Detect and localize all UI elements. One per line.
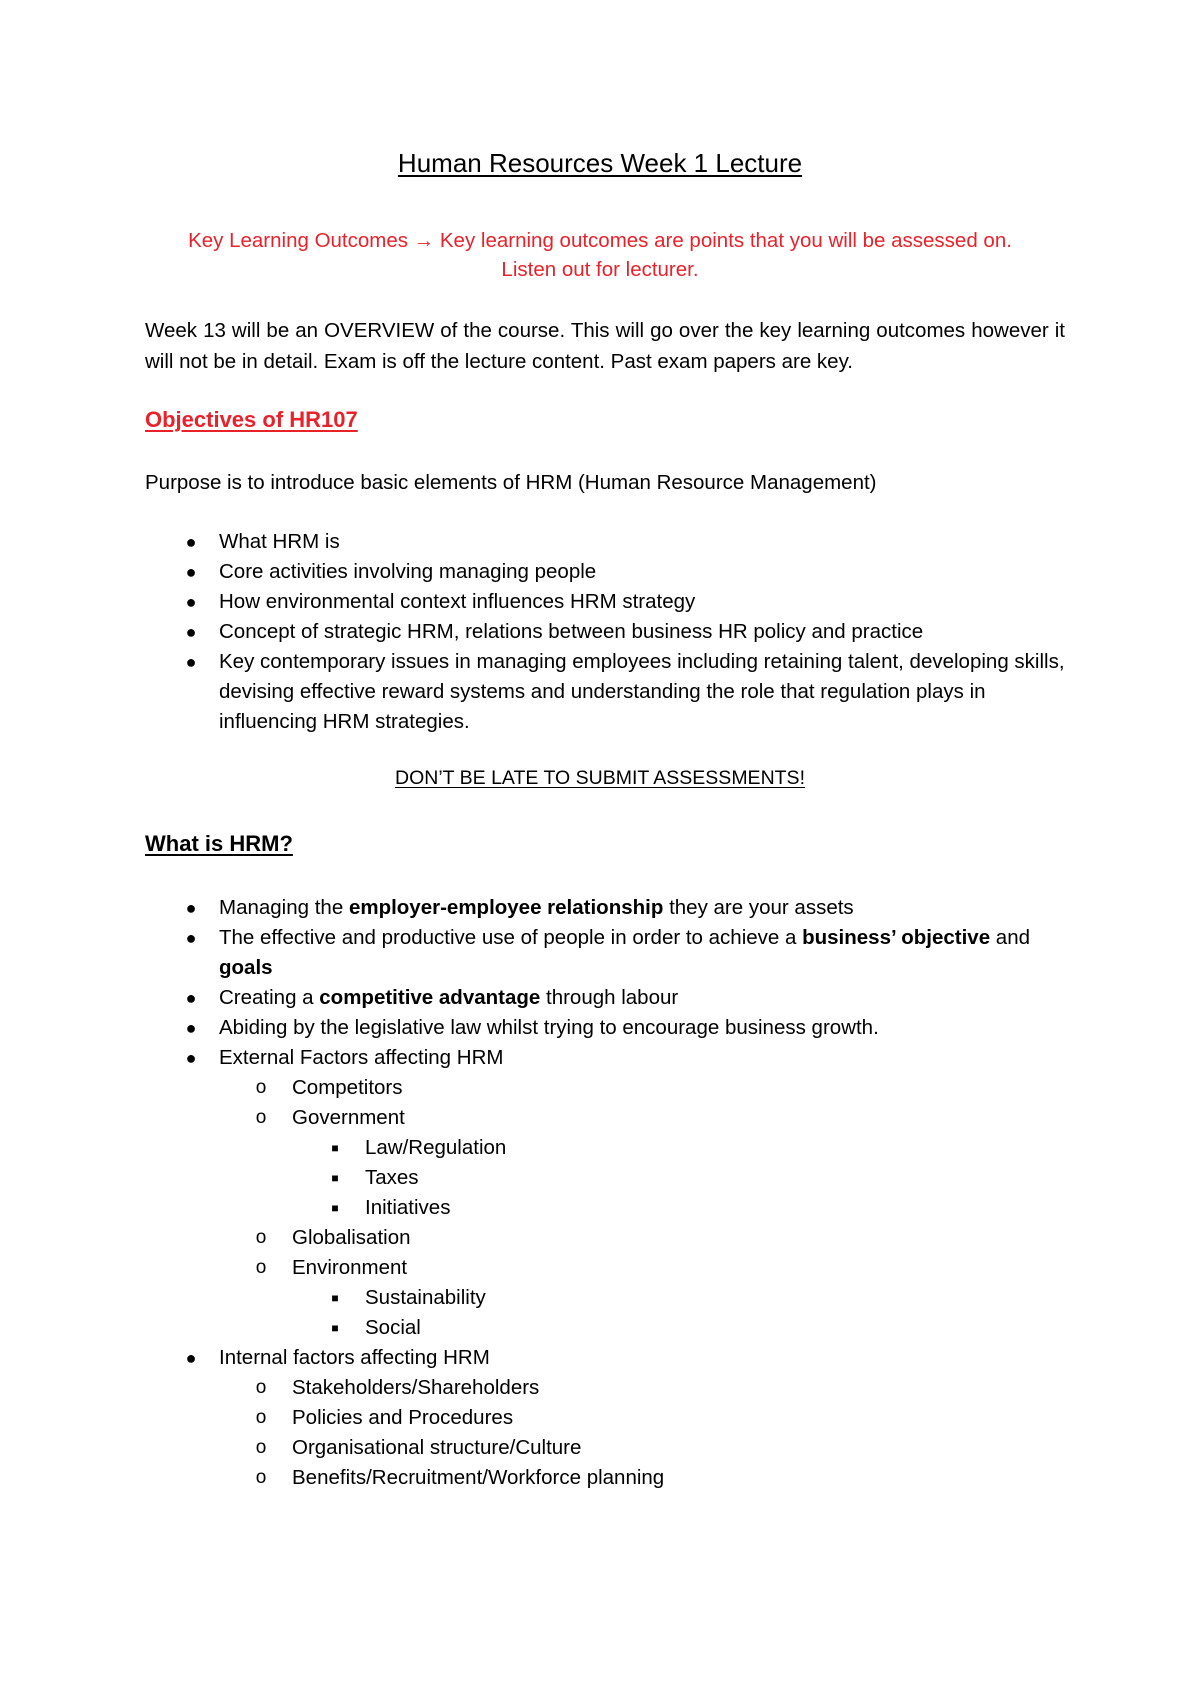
circle-bullet-icon: o [255,1407,267,1428]
bullet-icon: ● [185,592,197,612]
arrow-right-icon: → [413,229,435,252]
sub-list-item: o Benefits/Recruitment/Workforce planning [145,1463,1075,1493]
circle-bullet-icon: o [255,1107,267,1128]
list-item-external-factors: ● External Factors affecting HRM [145,1043,1075,1073]
bullet-icon: ● [185,898,197,918]
sub-list-item: o Globalisation [145,1223,1075,1253]
sub-list-item: o Organisational structure/Culture [145,1433,1075,1463]
purpose-paragraph: Purpose is to introduce basic elements of HRM (Human Resource Management) [145,471,877,494]
klo-label: Key Learning Outcomes [188,229,414,252]
circle-bullet-icon: o [255,1437,267,1458]
list-item-internal-factors: ● Internal factors affecting HRM [145,1343,1075,1373]
circle-bullet-icon: o [255,1467,267,1488]
bullet-icon: ● [185,1348,197,1368]
sub-sub-list-item: ■ Taxes [145,1163,1075,1193]
klo-listen-note: Listen out for lecturer. [501,258,699,281]
list-item: ● How environmental context influences HRM strategy [145,587,1075,617]
square-bullet-icon: ■ [331,1291,339,1305]
sub-sub-list-item: ■ Sustainability [145,1283,1075,1313]
late-submission-notice: DON’T BE LATE TO SUBMIT ASSESSMENTS! [395,767,805,789]
list-item: ● What HRM is [145,527,1075,557]
bullet-icon: ● [185,562,197,582]
list-item: ● Core activities involving managing people [145,557,1075,587]
key-learning-outcomes-note [130,226,1070,284]
circle-bullet-icon: o [255,1227,267,1248]
page-title: Human Resources Week 1 Lecture [397,148,803,178]
circle-bullet-icon: o [255,1077,267,1098]
list-item: ● Creating a competitive advantage through labour [145,983,1075,1013]
bullet-icon: ● [185,622,197,642]
sub-list-item: o Competitors [145,1073,1075,1103]
bullet-icon: ● [185,928,197,948]
what-is-hrm-list [145,893,1075,1493]
sub-list-item: o Policies and Procedures [145,1403,1075,1433]
sub-sub-list-item: ■ Law/Regulation [145,1133,1075,1163]
list-item: ● Key contemporary issues in managing employees including retaining talent, developing skills, devising effective reward systems and understanding the role that regulation plays in influencing HRM strategies. [145,647,1075,737]
what-is-hrm-heading: What is HRM? [145,831,293,856]
objectives-heading: Objectives of HR107 [145,407,358,432]
list-item: ● The effective and productive use of people in order to achieve a business’ objective and goals [145,923,1075,983]
square-bullet-icon: ■ [331,1171,339,1185]
square-bullet-icon: ■ [331,1201,339,1215]
circle-bullet-icon: o [255,1257,267,1278]
square-bullet-icon: ■ [331,1141,339,1155]
circle-bullet-icon: o [255,1377,267,1398]
klo-description: Key learning outcomes are points that you will be assessed on. [434,229,1012,252]
sub-sub-list-item: ■ Initiatives [145,1193,1075,1223]
bullet-icon: ● [185,532,197,552]
bullet-icon: ● [185,988,197,1008]
square-bullet-icon: ■ [331,1321,339,1335]
bullet-icon: ● [185,652,197,672]
bullet-icon: ● [185,1018,197,1038]
sub-list-item: o Government [145,1103,1075,1133]
list-item: ● Concept of strategic HRM, relations between business HR policy and practice [145,617,1075,647]
objectives-list [145,527,1075,737]
list-item: ● Managing the employer-employee relationship they are your assets [145,893,1075,923]
sub-list-item: o Environment [145,1253,1075,1283]
sub-list-item: o Stakeholders/Shareholders [145,1373,1075,1403]
sub-sub-list-item: ■ Social [145,1313,1075,1343]
bullet-icon: ● [185,1048,197,1068]
list-item: ● Abiding by the legislative law whilst trying to encourage business growth. [145,1013,1075,1043]
overview-paragraph: Week 13 will be an OVERVIEW of the course. This will go over the key learning outcomes however it will not be in detail. Exam is off the lecture content. Past exam papers are key. [145,319,1065,373]
